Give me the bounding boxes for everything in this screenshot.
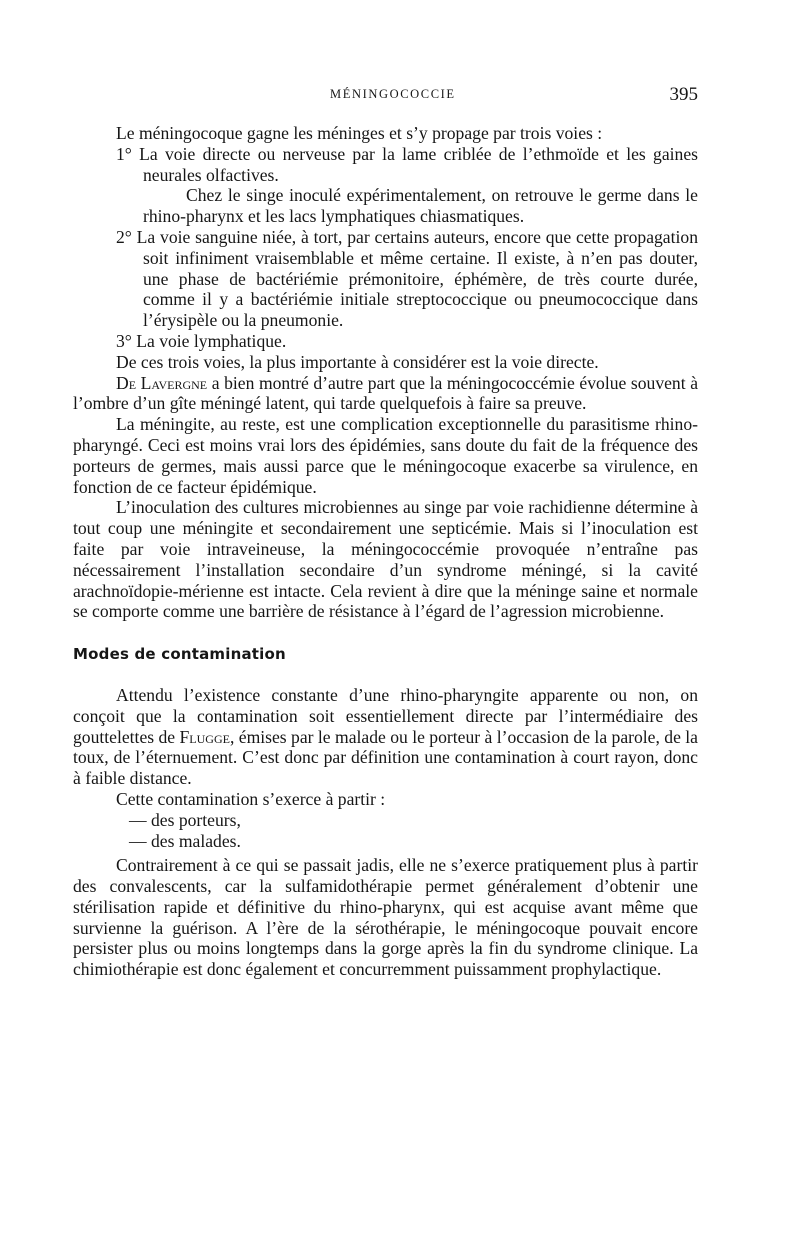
source-item-patients: — des malades. [129,830,241,851]
author-name-lavergne: De Lavergne [116,372,208,393]
route-marker-3: 3° [116,330,132,351]
paragraph-contamination-text-b: , émises par le malade ou le porteur à l’occasion de la parole, de la toux, de l’éternuement. C’est donc par définition une contamination à court rayon, donc à faible distance. [73,726,698,789]
paragraph-lavergne-text: a bien montré d’autre part que la méningococcémie évolue souvent à l’ombre d’un gîte méningé latent, qui tarde quelquefois à faire sa preuve. [73,372,698,414]
route-text-3: La voie lymphatique. [136,330,287,351]
paragraph-convalescents: Contrairement à ce qui se passait jadis, elle ne s’exerce pratiquement plus à partir des convalescents, car la sulfamidothérapie permet généralement d’obtenir une stérilisation rapide et définitive du rhino-pharynx, qui est acquise avant même que survienne la guérison. A l’ère de la sérothérapie, le méningocoque pouvait encore persister plus ou moins longtemps dans la gorge après la fin du syndrome clinique. La chimiothérapie est donc également et concurremment puissamment prophylactique. [73,855,698,980]
route-marker-2: 2° [116,226,132,247]
section-heading: Modes de contamination [73,645,286,664]
author-name-flugge: Flugge [179,726,230,747]
paragraph-meningitis: La méningite, au reste, est une complication exceptionnelle du parasitisme rhino-pharyngé. Ceci est moins vrai lors des épidémies, sans doute du fait de la fréquence des porteurs de germes, mais aussi parce que le méningocoque exacerbe sa virulence, en fonction de ce facteur épidémique. [73,414,698,497]
running-title: MÉNINGOCOCCIE [330,87,456,101]
route-item-3 [73,331,698,352]
route-text-2: La voie sanguine niée, à tort, par certains auteurs, encore que cette propagation soit infiniment vraisemblable et même certaine. Il existe, à n’en pas douter, une phase de bactériémie prémonitoire, éphémère, de très courte durée, comme il y a bactériémie initiale streptococcique ou pneumococcique dans l’érysipèle ou la pneumonie. [136,226,698,331]
route-detail-1: Chez le singe inoculé expérimentalement, on retrouve le germe dans le rhino-pharynx et les lacs lymphatiques chiasmatiques. [143,185,698,227]
paragraph-contamination [73,685,698,789]
intro-paragraph: Le méningocoque gagne les méninges et s’y propage par trois voies : [116,123,603,143]
paragraph-inoculation: L’inoculation des cultures microbiennes au singe par voie rachidienne détermine à tout coup une méningite et secondairement une septicémie. Mais si l’inoculation est faite par voie intraveineuse, la méningococcémie provoquée n’entraîne pas nécessairement l’installation secondaire d’un syndrome méningé, si la cavité arachnoïdopie-mérienne est intacte. Cela revient à dire que la méninge saine et normale se comporte comme une barrière de résistance à l’égard de l’agression microbienne. [73,497,698,622]
source-item-carriers: — des porteurs, [129,809,241,830]
body-text [73,123,698,980]
paragraph-sources: Cette contamination s’exerce à partir : [116,788,386,809]
page-number: 395 [669,84,698,105]
paragraph-contamination-text-a: Attendu l’existence constante d’une rhino-pharyngite apparente ou non, on conçoit que la contamination soit essentiellement directe par l’intermédiaire des gouttelettes de [73,684,698,747]
paragraph-lavergne [73,373,698,415]
paragraph-direct-route: De ces trois voies, la plus importante à considérer est la voie directe. [116,351,599,372]
running-header [72,84,698,107]
route-text-1: La voie directe ou nerveuse par la lame criblée de l’ethmoïde et les gaines neurales olfactives. [139,143,698,185]
route-item-2 [73,227,698,331]
route-item-1 [73,144,698,186]
route-marker-1: 1° [116,143,132,164]
